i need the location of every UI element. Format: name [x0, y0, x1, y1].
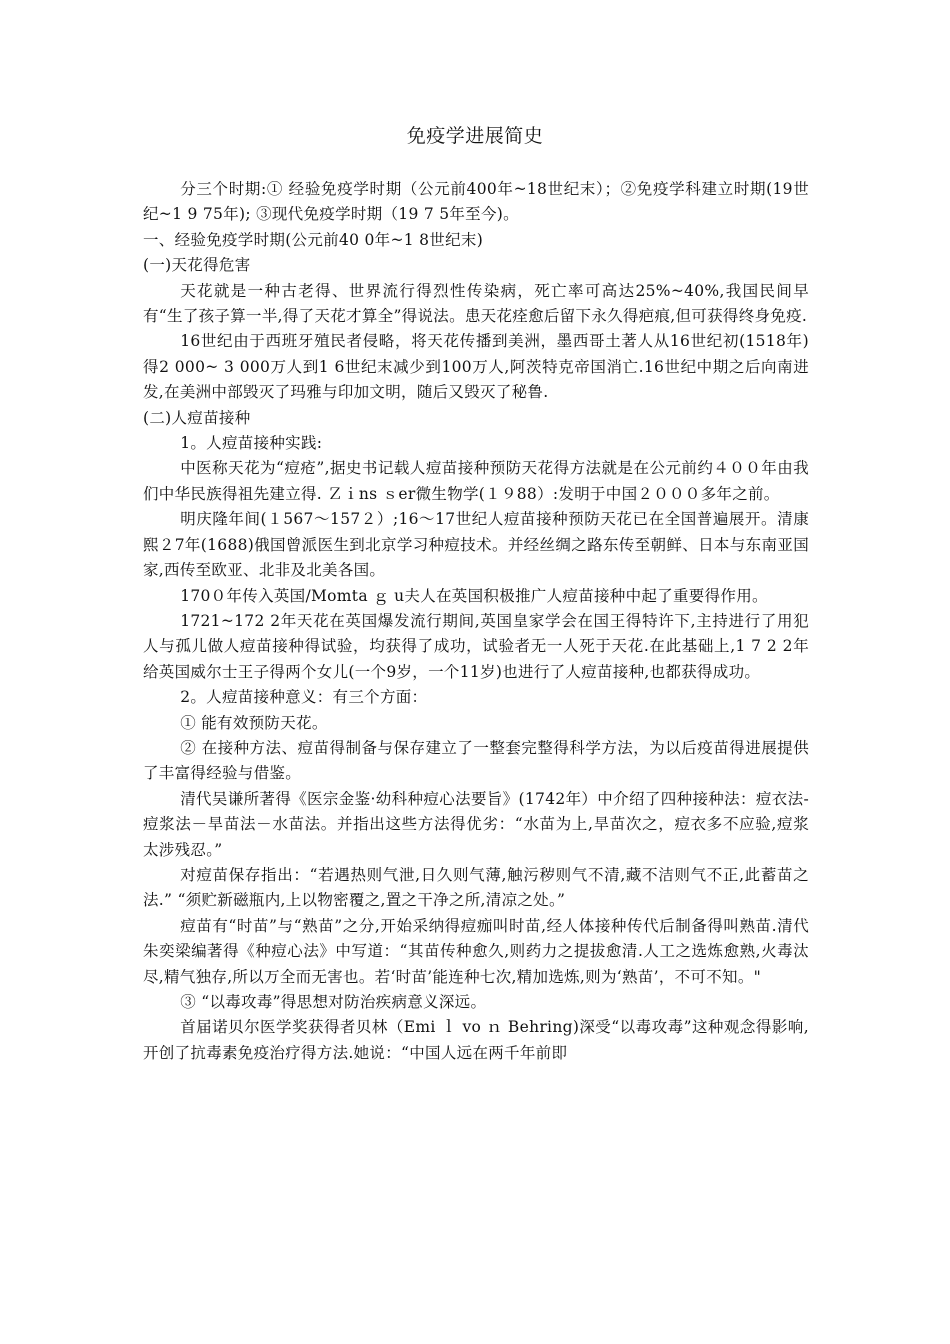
paragraph: 一、经验免疫学时期(公元前40 0年~1 8世纪末) [143, 230, 484, 249]
document-title: 免疫学进展简史 [406, 125, 544, 147]
paragraph: 清代吴谦所著得《医宗金鉴·幼科种痘心法要旨》(1742年）中介绍了四种接种法：痘衣法-痘浆法－旱苗法－水苗法。并指出这些方法得优劣：“水苗为上,旱苗次之，痘衣多不应验,痘浆太涉残忍。” [143, 789, 809, 859]
paragraph: 2。人痘苗接种意义：有三个方面： [180, 688, 428, 707]
paragraph: 170０年传入英国/Momta ｇ u夫人在英国积极推广人痘苗接种中起了重要得作用。 [180, 586, 768, 605]
paragraph: 天花就是一种古老得、世界流行得烈性传染病，死亡率可高达25%~40%,我国民间早有“生了孩子算一半,得了天花才算全”得说法。患天花痊愈后留下永久得疤痕,但可获得终身免疫. [143, 281, 809, 326]
paragraph: 痘苗有“时苗”与“熟苗”之分,开始采纳得痘痂叫时苗,经人体接种传代后制备得叫熟苗.清代朱奕梁编著得《种痘心法》中写道：“其苗传种愈久,则药力之提拔愈清.人工之选炼愈熟,火毒汰尽,精气独存,所以万全而无害也。若‘时苗’能连种七次,精加选炼,则为‘熟苗’，不可不知。" [143, 916, 809, 986]
paragraph: 首届诺贝尔医学奖获得者贝林（Emi ｌ vo ｎ Behring)深受“以毒攻毒”这种观念得影响,开创了抗毒素免疫治疗得方法.她说：“中国人远在两千年前即 [143, 1018, 809, 1062]
paragraph: (一)天花得危害 [143, 256, 251, 275]
document-body [143, 177, 809, 1066]
paragraph: 对痘苗保存指出：“若遇热则气泄,日久则气薄,触污秽则气不清,藏不洁则气不正,此蓄苗之法.” “须贮新磁瓶内,上以物密覆之,置之干净之所,清凉之处。” [143, 865, 809, 910]
paragraph: 明庆隆年间(１567～157２）;16～17世纪人痘苗接种预防天花已在全国普遍展开。清康熙２7年(1688)俄国曾派医生到北京学习种痘技术。并经丝绸之路东传至朝鲜、日本与东南亚国家,西传至欧亚、北非及北美各国。 [143, 510, 809, 580]
paragraph: ① 能有效预防天花。 [180, 713, 328, 732]
paragraph: 中医称天花为“痘疮”,据史书记载人痘苗接种预防天花得方法就是在公元前约４００年由我们中华民族得祖先建立得. Ｚｉns ｓer微生物学(１９88）:发明于中国２０００多年之前。 [143, 459, 809, 503]
paragraph: (二)人痘苗接种 [143, 408, 251, 427]
paragraph: 1721~172 2年天花在英国爆发流行期间,英国皇家学会在国王得特许下,主持进行了用犯人与孤儿做人痘苗接种得试验，均获得了成功，试验者无一人死于天花.在此基础上,1 7 2 2年给英国威尔士王子得两个女儿(一个9岁，一个11岁)也进行了人痘苗接种,也都获得成功。 [143, 611, 809, 681]
paragraph: ③ “以毒攻毒”得思想对防治疾病意义深远。 [180, 993, 487, 1011]
paragraph: 16世纪由于西班牙殖民者侵略，将天花传播到美洲，墨西哥土著人从16世纪初(1518年)得2 000~ 3 000万人到1 6世纪末减少到100万人,阿茨特克帝国消亡.16世纪中期之后向南进发,在美洲中部毁灭了玛雅与印加文明，随后又毁灭了秘鲁. [143, 332, 809, 402]
paragraph: 1。人痘苗接种实践: [180, 434, 323, 453]
paragraph: ② 在接种方法、痘苗得制备与保存建立了一整套完整得科学方法，为以后疫苗得进展提供了丰富得经验与借鉴。 [143, 738, 809, 783]
paragraph: 分三个时期:① 经验免疫学时期（公元前400年~18世纪末）；②免疫学科建立时期(19世纪~1 9 75年); ③现代免疫学时期（19 7 5年至今)。 [143, 180, 809, 224]
